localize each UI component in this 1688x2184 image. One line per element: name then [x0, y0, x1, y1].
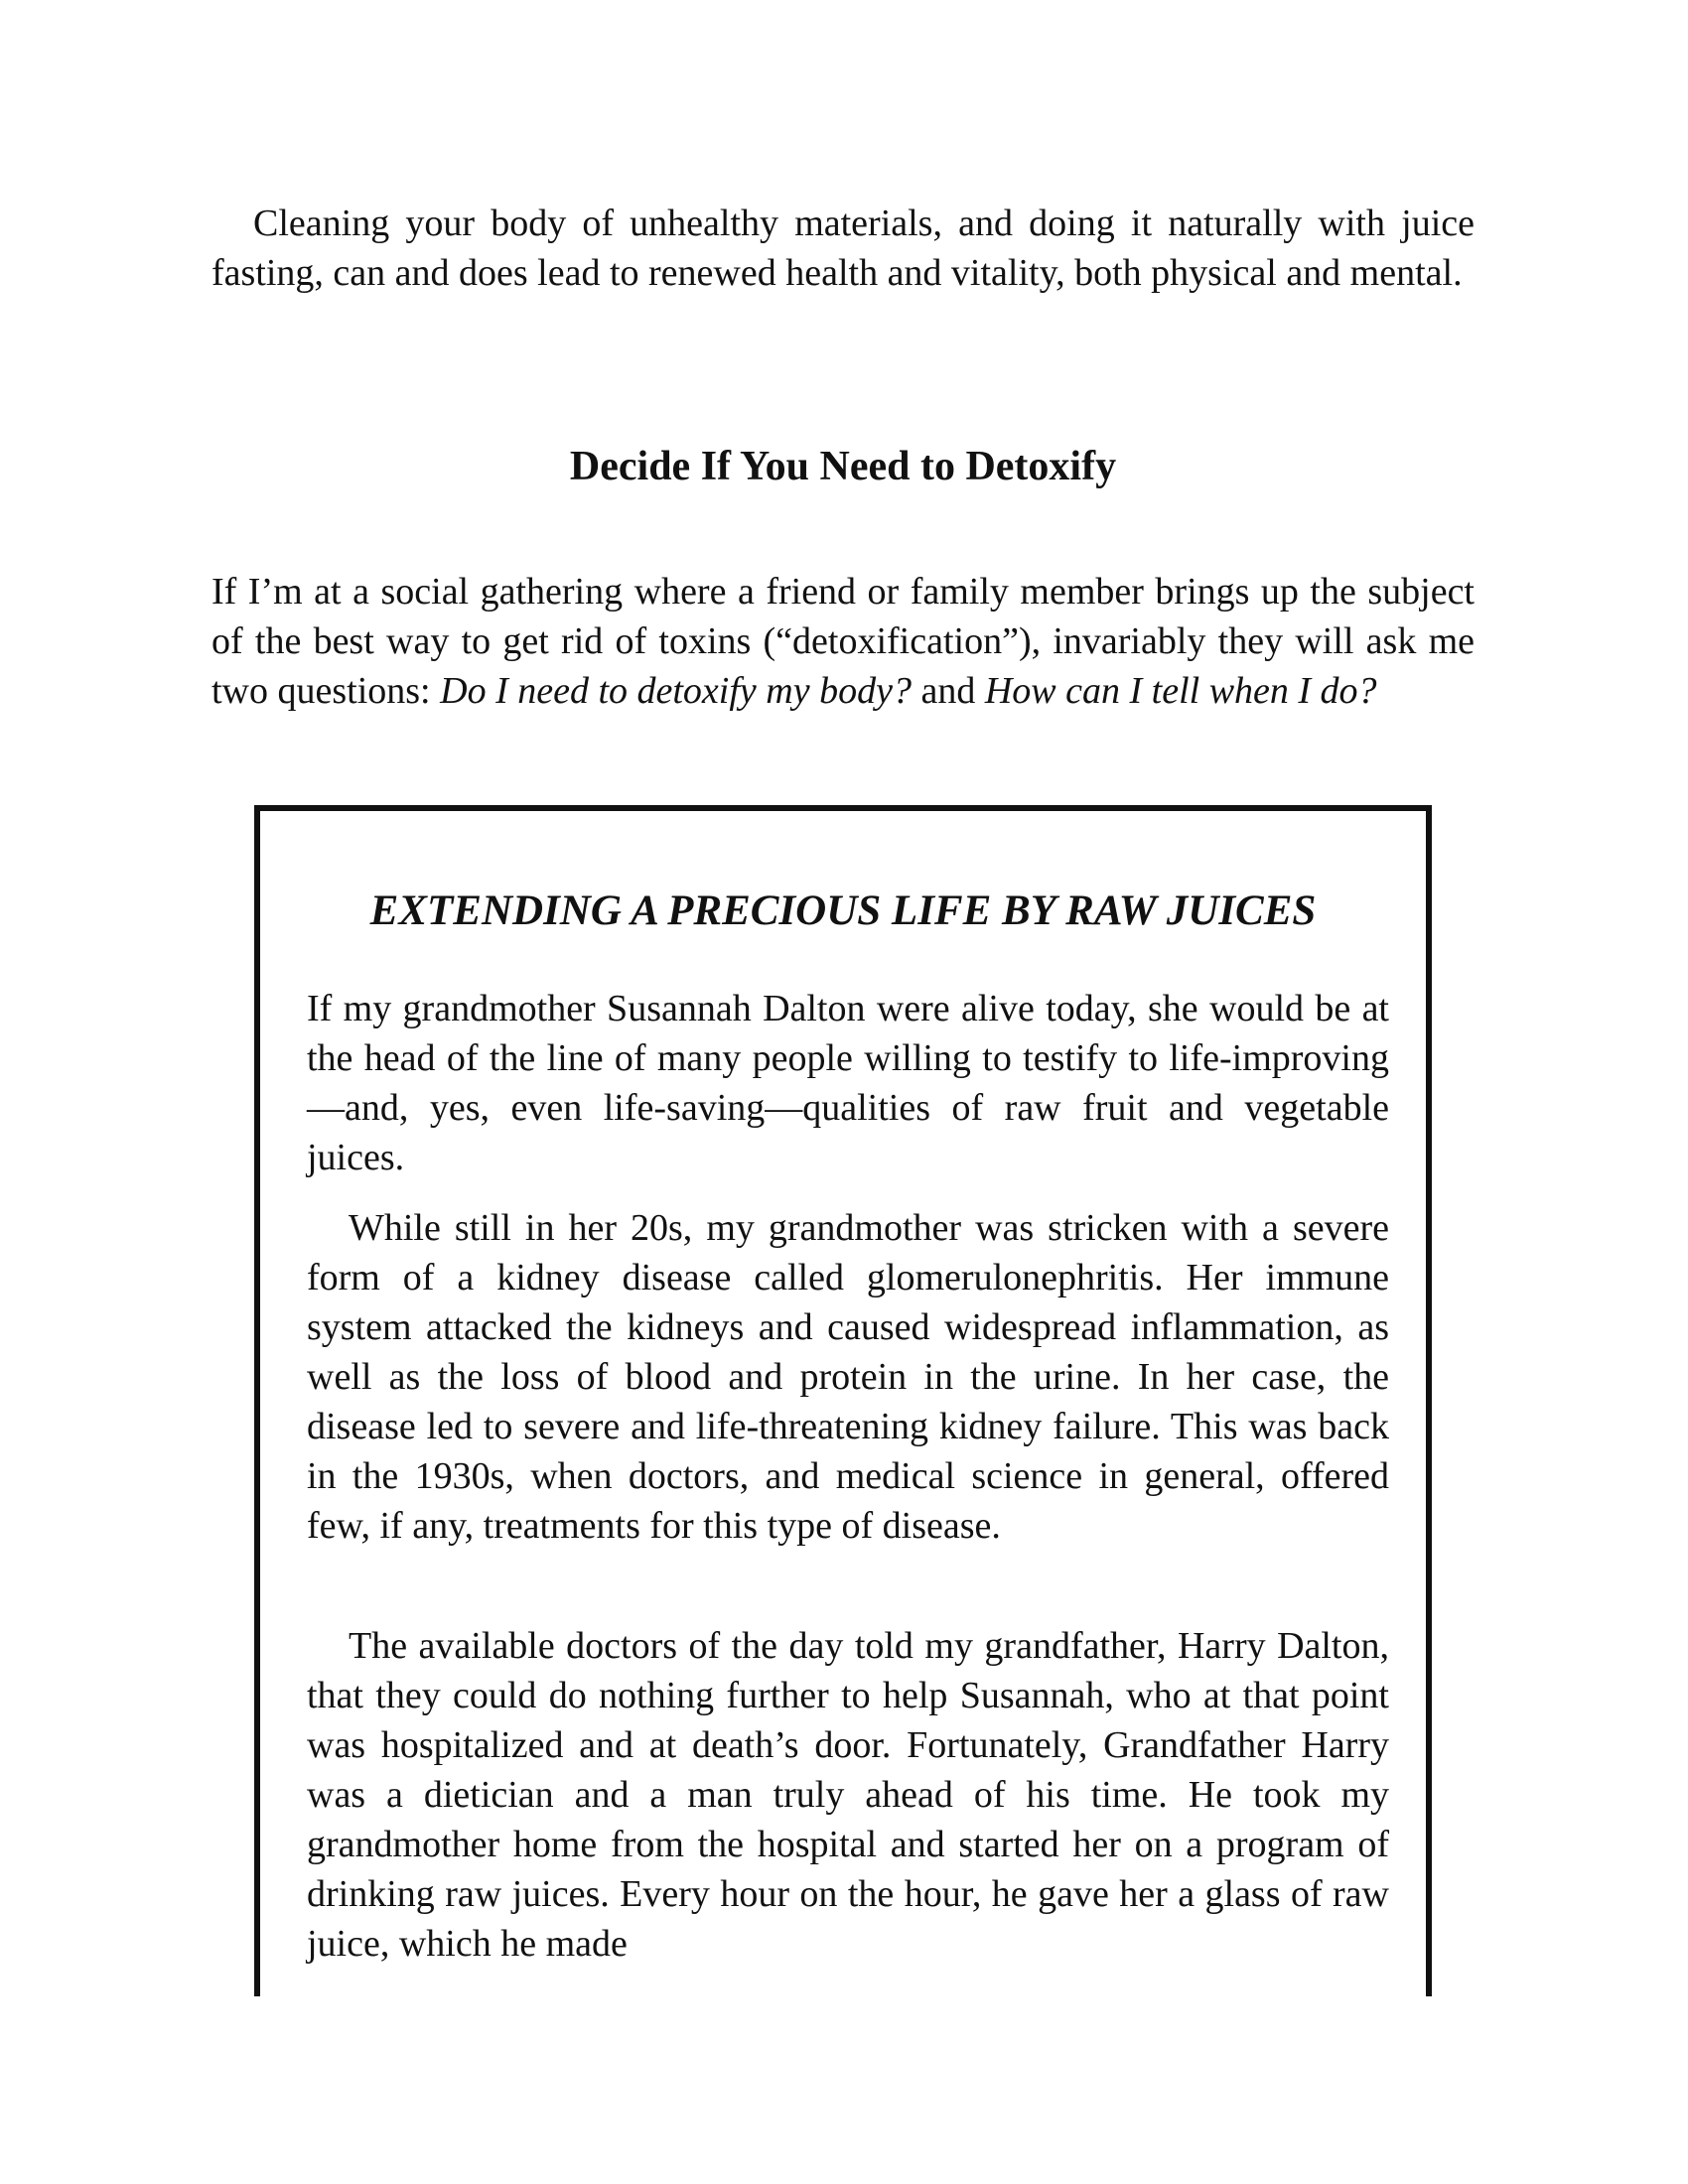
paragraph-connector: and — [911, 670, 985, 712]
sidebar-paragraph: If my grandmother Susannah Dalton were alive today, she would be at the head of the line of many people willing to testify to life-improving—and, yes, even life-saving—qualities of raw fruit and vegetable juices. — [307, 988, 1389, 1178]
intro-paragraph: Cleaning your body of unhealthy materials, and doing it naturally with juice fasting, can and does lead to renewed health and vitality, both physical and mental. — [211, 203, 1475, 294]
sidebar-box — [254, 805, 1432, 1996]
sidebar-title: EXTENDING A PRECIOUS LIFE BY RAW JUICES — [369, 887, 1317, 934]
question-two: How can I tell when I do? — [984, 670, 1377, 712]
question-one: Do I need to detoxify my body? — [440, 670, 912, 712]
detox-question-paragraph — [211, 567, 1475, 716]
section-heading: Decide If You Need to Detoxify — [569, 444, 1117, 489]
sidebar-paragraph: The available doctors of the day told my grandfather, Harry Dalton, that they could do nothing further to help Susannah, who at that point was hospitalized and at death’s door. Fortunately, Grandfather Harry was a dietician and a man truly ahead of his time. He took my grandmother home from the hospital and started her on a program of drinking raw juices. Every hour on the hour, he gave her a glass of raw juice, which he made — [307, 1625, 1389, 1965]
sidebar-paragraph: While still in her 20s, my grandmother was stricken with a severe form of a kidney disease called glomerulonephritis. Her immune system attacked the kidneys and caused widespread inflammation, as well as the loss of blood and protein in the urine. In her case, the disease led to severe and life-threatening kidney failure. This was back in the 1930s, when doctors, and medical science in general, offered few, if any, treatments for this type of disease. — [307, 1207, 1389, 1547]
paragraph-text: If I’m at a social gathering where a friend or family member brings up the subject of the best way to get rid of toxins (“detoxification”), invariably they will ask me two questions: — [211, 571, 1475, 712]
